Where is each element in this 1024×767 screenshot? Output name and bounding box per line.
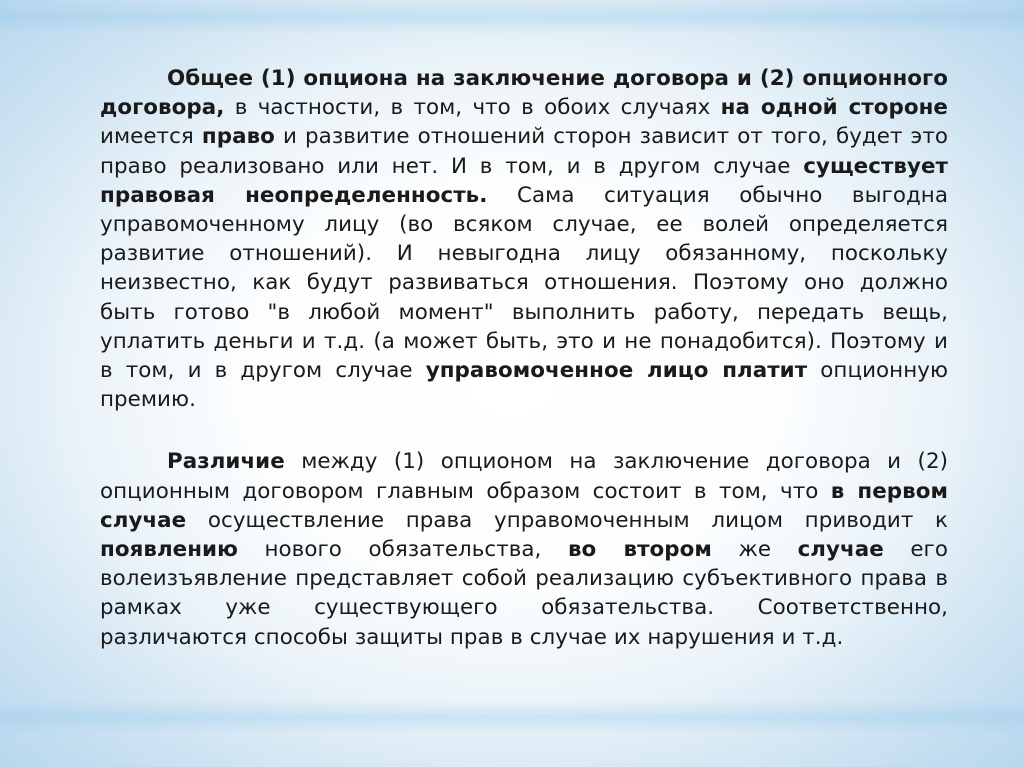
bold-phrase: появлению (100, 537, 238, 563)
text-run: же (711, 537, 798, 563)
text-run: и развитие отношений сторон зависит от того, будет это право реализовано или нет. И в том, и в другом случае (100, 124, 948, 179)
paragraph-options-difference (100, 447, 948, 651)
bold-phrase: Общее (1) опциона на заключение договора и (2) опционного договора, (100, 66, 948, 121)
bold-phrase: Различие (167, 449, 285, 475)
text-run: в частности, в том, что в обоих случаях (224, 95, 721, 121)
bold-phrase: на одной стороне (720, 95, 948, 121)
bold-phrase: случае (797, 537, 884, 563)
decorative-band-top (0, 0, 1024, 34)
text-run: Сама ситуация обычно выгодна управомоченному лицу (во всяком случае, ее волей определяется развитие отношений). И невыгодна лицу обязанному, поскольку неизвестно, как будут развиваться отношения. Поэтому оно должно быть готово "в любой момент" выполнить работу, передать вещь, уплатить деньги и т.д. (а может быть, это и не понадобится). Поэтому и в том, и в другом случае (100, 182, 948, 384)
bold-phrase: существует правовая неопределенность. (100, 153, 948, 208)
bold-phrase: в первом случае (100, 478, 948, 533)
text-run: опционную премию. (100, 358, 948, 413)
paragraph-options-common (100, 64, 948, 414)
text-run: имеется (100, 124, 202, 150)
text-run: между (1) опционом на заключение договора и (2) опционным договором главным образом состоит в том, что (100, 449, 948, 504)
bold-phrase: право (201, 124, 275, 150)
bold-phrase: управомоченное лицо платит (425, 358, 808, 384)
bold-phrase: во втором (567, 537, 712, 563)
text-run: его волеизъявление представляет собой реализацию субъективного права в рамках уже существующего обязательства. Соответственно, различаются способы защиты прав в случае их нарушения и т.д. (100, 537, 948, 650)
text-run: нового обязательства, (237, 537, 568, 563)
decorative-band-bottom (0, 700, 1024, 734)
text-run: осуществление права управомоченным лицом приводит к (186, 507, 948, 533)
slide-body (100, 64, 948, 652)
